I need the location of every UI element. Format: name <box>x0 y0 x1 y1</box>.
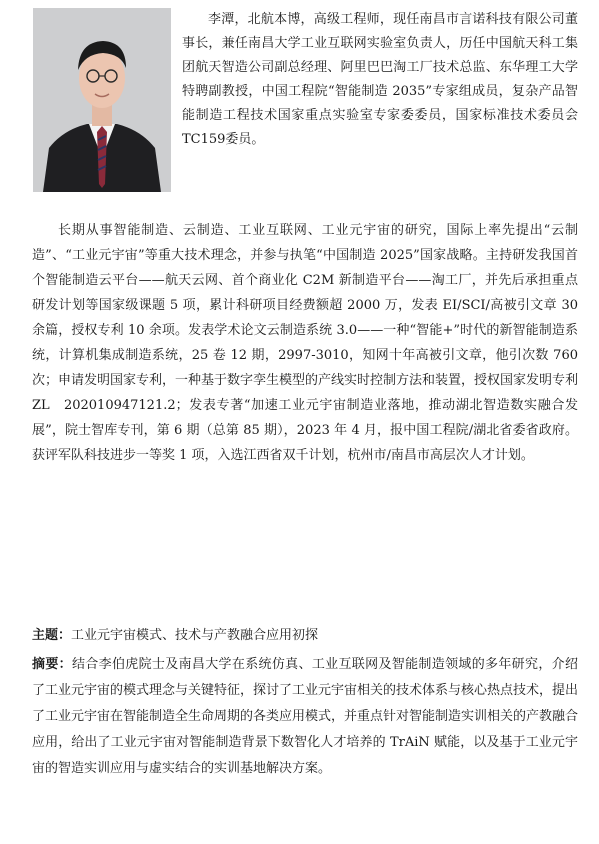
topic-text: 工业元宇宙模式、技术与产教融合应用初探 <box>71 628 319 643</box>
abstract-label: 摘要： <box>32 657 72 672</box>
author-biography: 长期从事智能制造、云制造、工业互联网、工业元宇宙的研究，国际上率先提出“云制造”、“工业元宇宙”等重大技术理念，并参与执笔“中国制造 2025”国家战略。主持研发我国首个智能制造云平台——航天云网、首个商业化 C2M 新制造平台——淘工厂，并先后承担重点研发计划等国家级课题 5 项，累计科研项目经费额超 2000 万，发表 EI/SCI/高被引文章 30 余篇，授权专利 10 余项。发表学术论文云制造系统 3.0——一种“智能+”时代的新智能制造系统，计算机集成制造系统，25 卷 12 期，2997-3010，知网十年高被引文章，他引次数 760 次；申请发明国家专利，一种基于数字孪生模型的产线实时控制方法和装置，授权国家发明专利 ZL 202010947121.2；发表专著“加速工业元宇宙制造业落地，推动湖北智造数实融合发展”，院士智库专刊，第 6 期（总第 85 期），2023 年 4 月，报中国工程院/湖北省委省政府。获评军队科技进步一等奖 1 项，入选江西省双千计划，杭州市/南昌市高层次人才计划。 <box>32 223 579 463</box>
abstract-text: 结合李伯虎院士及南昌大学在系统仿真、工业互联网及智能制造领域的多年研究，介绍了工业元宇宙的模式理念与关键特征，探讨了工业元宇宙相关的技术体系与核心热点技术，提出了工业元宇宙在智能制造全生命周期的各类应用模式，并重点针对智能制造实训相关的产教融合应用，给出了工业元宇宙对智能制造背景下数智化人才培养的 TrAiN 赋能，以及基于工业元宇宙的智造实训应用与虚实结合的实训基地解决方案。 <box>32 657 579 776</box>
author-intro: 李潭，北航本博，高级工程师，现任南昌市言诺科技有限公司董事长，兼任南昌大学工业互联网实验室负责人，历任中国航天科工集团航天智造公司副总经理、阿里巴巴淘工厂技术总监、东华理工大学特聘副教授，中国工程院“智能制造 2035”专家组成员，复杂产品智能制造工程技术国家重点实验室专家委委员，国家标准技术委员会TC159委员。 <box>182 12 578 147</box>
portrait-photo <box>33 8 171 192</box>
abstract-paragraph <box>32 652 578 782</box>
topic-label: 主题： <box>32 628 72 643</box>
topic-line <box>32 624 578 648</box>
